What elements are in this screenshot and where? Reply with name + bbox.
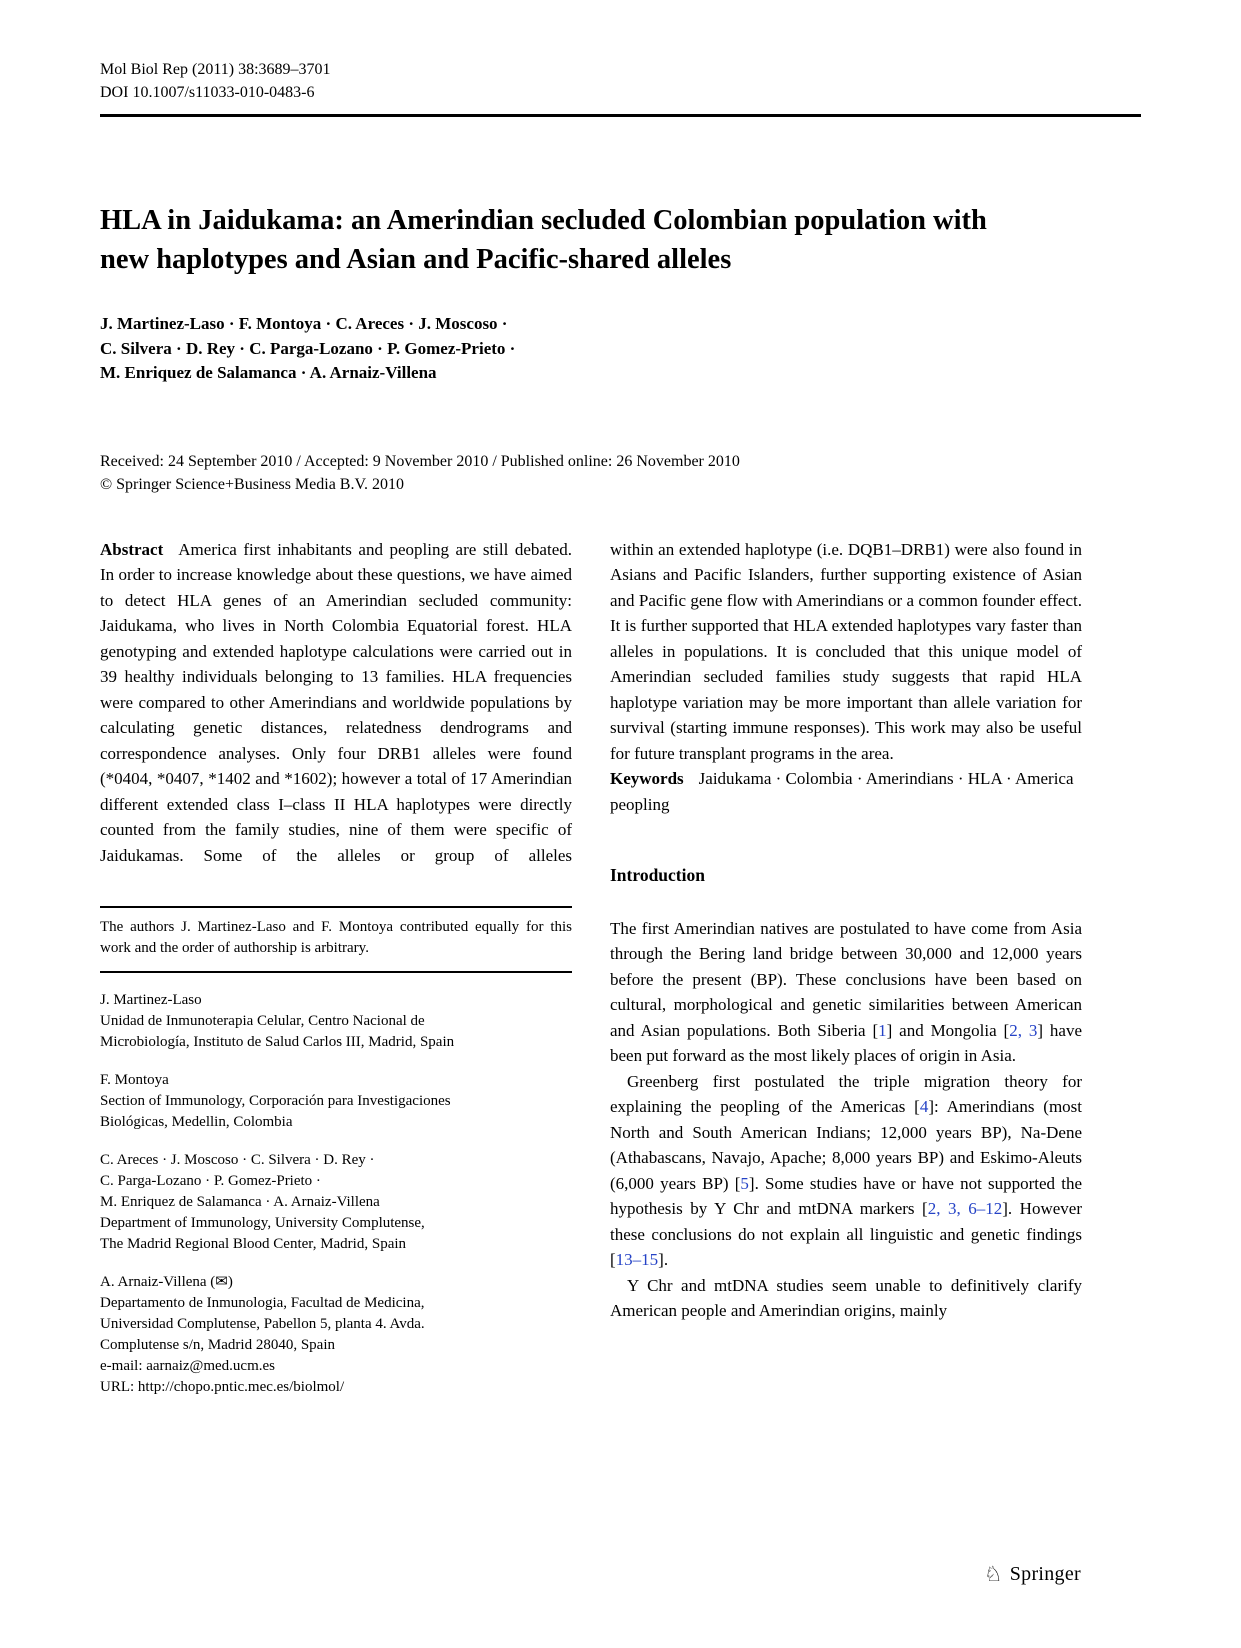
keywords-label: Keywords <box>610 769 684 788</box>
author-list <box>100 312 1141 386</box>
left-column <box>100 537 572 1399</box>
header-rule <box>100 114 1141 117</box>
footnote-block <box>100 906 572 1398</box>
intro-p1-text-3: ] have been put forward as the most likely places of origin in Asia. <box>610 1020 1082 1065</box>
intro-p1-text-1: The first Amerindian natives are postulated to have come from Asia through the Bering land bridge between 30,000 and 12,000 years before the present (BP). These conclusions have been based on cultural, morphological and genetic similarities between American and Asian populations. Both Siberia [ <box>610 918 1082 1040</box>
author-line-3: M. Enriquez de Salamanca · A. Arnaiz-Villena <box>100 363 437 382</box>
publication-dates <box>100 450 1141 497</box>
springer-logo <box>984 1563 1081 1586</box>
affiliation-montoya: F. Montoya Section of Immunology, Corporación para Investigaciones Biológicas, Medellin, Colombia <box>100 1072 451 1130</box>
keywords <box>610 766 1082 817</box>
right-column <box>610 537 1082 1399</box>
intro-p3-text-1: Y Chr and mtDNA studies seem unable to definitively clarify American people and Amerindian origins, mainly <box>610 1275 1082 1320</box>
intro-p2-text-3: ]. Some studies have or have not supported the hypothesis by Y Chr and mtDNA markers [ <box>610 1173 1082 1218</box>
springer-horse-icon: ♘ <box>983 1562 1003 1586</box>
contribution-note: The authors J. Martinez-Laso and F. Montoya contributed equally for this work and the order of authorship is arbitrary. <box>100 919 572 956</box>
abstract <box>100 537 572 869</box>
intro-paragraph-2 <box>610 1069 1082 1273</box>
citation-ref-2-3[interactable]: 2, 3 <box>1009 1020 1038 1040</box>
intro-p2-text-1: Greenberg first postulated the triple migration theory for explaining the peopling of the Americas [ <box>610 1071 1082 1116</box>
citation-ref-4[interactable]: 4 <box>919 1097 929 1116</box>
citation-ref-1[interactable]: 1 <box>878 1020 887 1040</box>
journal-header <box>100 58 1141 117</box>
intro-p2-text-4: ]. However these conclusions do not explain all linguistic and genetic findings [ <box>610 1199 1082 1269</box>
intro-p1-text-2: ] and Mongolia [ <box>886 1020 1010 1040</box>
affiliation-martinez-laso: J. Martinez-Laso Unidad de Inmunoterapia Celular, Centro Nacional de Microbiología, Instituto de Salud Carlos III, Madrid, Spain <box>100 992 455 1050</box>
section-heading-introduction: Introduction <box>610 865 705 885</box>
doi-line: DOI 10.1007/s11033-010-0483-6 <box>100 84 315 101</box>
footnote-rule-top <box>100 906 572 908</box>
copyright-line: © Springer Science+Business Media B.V. 2010 <box>100 476 404 493</box>
intro-paragraph-1 <box>610 916 1082 1069</box>
abstract-text: America first inhabitants and peopling are still debated. In order to increase knowledge about these questions, we have aimed to detect HLA genes of an Amerindian secluded community: Jaidukama, who lives in North Colombia Equatorial forest. HLA genotyping and extended haplotype calculations were carried out in 39 healthy individuals belonging to 13 families. HLA frequencies were compared to other Amerindians and worldwide populations by calculating genetic distances, relatedness dendrograms and correspondence analyses. Only four DRB1 alleles were found (*0404, *0407, *1402 and *1602); however a total of 17 Amerindian different extended class I–class II HLA haplotypes were directly counted from the family studies, nine of them were specific of Jaidukamas. Some of the alleles or group of alleles <box>100 539 572 865</box>
article-title: HLA in Jaidukama: an Amerindian secluded Colombian population with new haplotypes and Asian and Pacific-shared alleles <box>100 205 987 275</box>
citation-ref-2-3-6-12[interactable]: 2, 3, 6–12 <box>927 1199 1003 1218</box>
two-column-body <box>100 537 1082 1399</box>
author-line-1: J. Martinez-Laso · F. Montoya · C. Areces · J. Moscoso · <box>100 314 508 333</box>
keywords-text: Jaidukama · Colombia · Amerindians · HLA · America peopling <box>610 769 1074 814</box>
intro-p2-text-2: ]: Amerindians (most North and South American Indians; 12,000 years BP), Na-Dene (Athabascans, Navajo, Apache; 8,000 years BP) and Eskimo-Aleuts (6,000 years BP) [ <box>610 1097 1083 1193</box>
citation-ref-13-15[interactable]: 13–15 <box>615 1250 659 1269</box>
corresponding-author-address: A. Arnaiz-Villena (✉) Departamento de Inmunologia, Facultad de Medicina, Universidad Complutense, Pabellon 5, planta 4. Avda. Complutense s/n, Madrid 28040, Spain <box>100 1274 425 1353</box>
intro-paragraph-3 <box>610 1273 1082 1324</box>
footnote-rule-bottom <box>100 971 572 973</box>
url-line[interactable]: URL: http://chopo.pntic.mec.es/biolmol/ <box>100 1379 345 1395</box>
received-accepted-line: Received: 24 September 2010 / Accepted: 9 November 2010 / Published online: 26 November 2010 <box>100 452 740 470</box>
intro-p2-text-5: ]. <box>658 1250 669 1269</box>
email-line[interactable]: e-mail: aarnaiz@med.ucm.es <box>100 1358 275 1374</box>
abstract-label: Abstract <box>100 539 164 559</box>
springer-wordmark: Springer <box>1009 1563 1081 1585</box>
citation-ref-5[interactable]: 5 <box>740 1173 749 1193</box>
affiliation-complutense-group: C. Areces · J. Moscoso · C. Silvera · D. Rey · C. Parga-Lozano · P. Gomez-Prieto · M. Enriquez de Salamanca · A. Arnaiz-Villena Department of Immunology, University Complutense, The Madrid Regional Blood Center, Madrid, Spain <box>100 1152 425 1252</box>
abstract-continuation: within an extended haplotype (i.e. DQB1–DRB1) were also found in Asians and Pacific Islanders, further supporting existence of Asian and Pacific gene flow with Amerindians or a common founder effect. It is further supported that HLA extended haplotypes vary faster than alleles in populations. It is concluded that this unique model of Amerindian secluded families study suggests that rapid HLA haplotype variation may be more important than allele variation for survival (starting immune responses). This work may also be useful for future transplant programs in the area. <box>610 539 1082 763</box>
journal-citation: Mol Biol Rep (2011) 38:3689–3701 <box>100 61 331 78</box>
affiliation-corresponding-author <box>100 1272 572 1398</box>
author-line-2: C. Silvera · D. Rey · C. Parga-Lozano · P. Gomez-Prieto · <box>100 338 516 358</box>
